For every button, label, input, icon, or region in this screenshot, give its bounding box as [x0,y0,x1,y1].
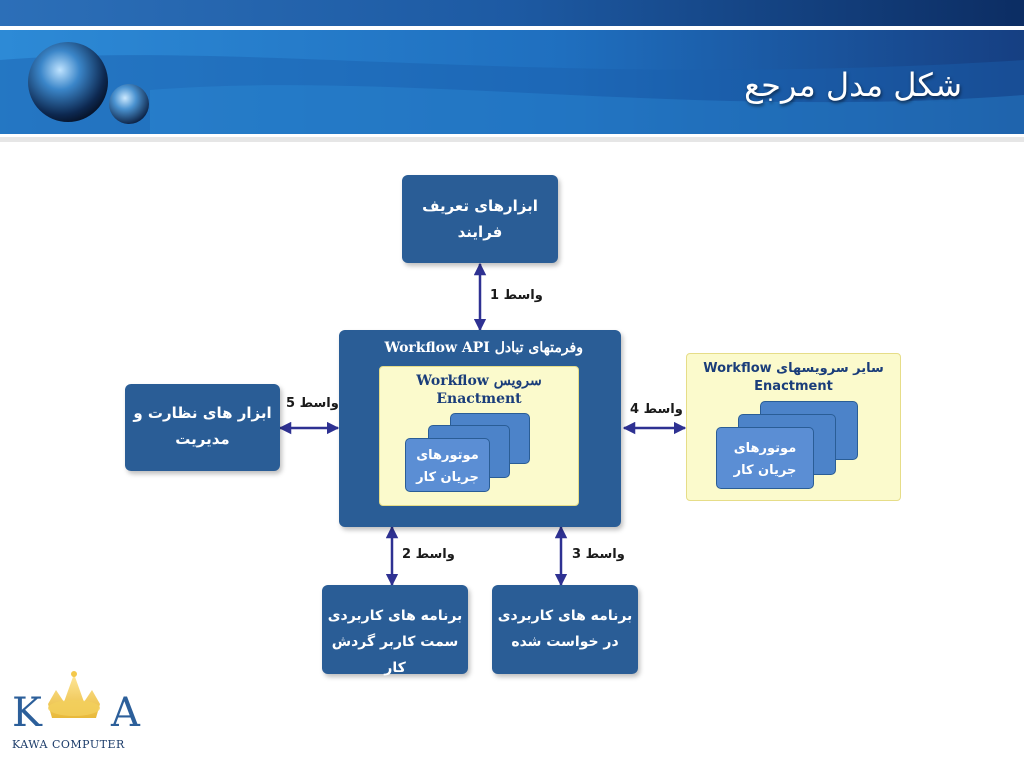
monitoring-tools-box [125,384,280,471]
monitoring-tools-label: ابزار های نظارت و مدیریت [133,404,272,448]
interface-5-label: واسط 5 [286,396,339,411]
other-engine-card-label: موتورهای جریان کار [733,441,797,478]
client-applications-label: برنامه های کاربردی سمت کاربر گردش کار [327,608,463,676]
enactment-service-title: سرویس Workflow Enactment [416,373,542,407]
engine-card-label: موتورهای جریان کار [416,448,479,485]
invoked-applications-box [492,585,638,674]
engine-card-front [405,438,490,492]
interface-2-label: واسط 2 [402,547,455,562]
logo-letter-k: K [12,690,42,736]
workflow-api-header: وفرمتهای تبادل Workflow API [384,340,583,356]
other-engine-card-front [716,427,814,489]
client-applications-box [322,585,468,674]
process-definition-tools-box [402,175,558,263]
logo-letter-a: A [111,690,140,736]
interface-1-label: واسط 1 [490,288,543,303]
interface-4-label: واسط 4 [630,402,683,417]
other-services-title: سایر سرویسهای Workflow Enactment [703,361,884,394]
invoked-applications-label: برنامه های کاربردی در خواست شده [497,608,633,650]
logo-caption: KAWA COMPUTER [12,738,125,751]
interface-3-label: واسط 3 [572,547,625,562]
page-title: شکل مدل مرجع [744,66,962,104]
kawa-logo [8,662,156,762]
process-definition-tools-label: ابزارهای تعریف فرایند [422,197,538,241]
